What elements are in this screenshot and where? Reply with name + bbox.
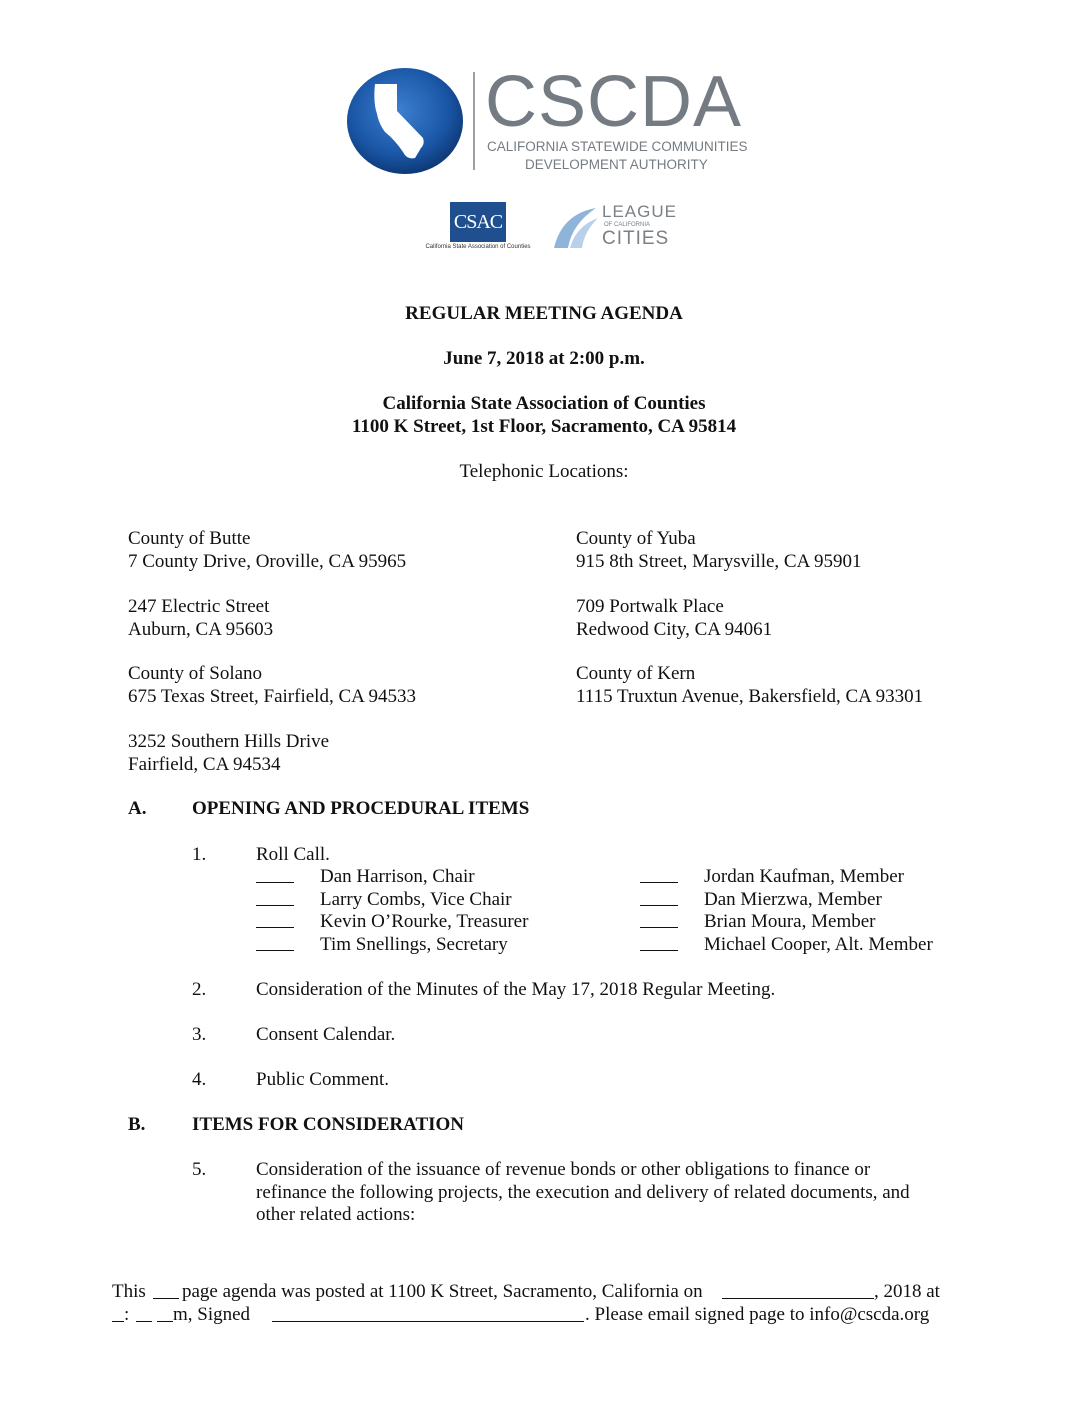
section-a-letter: A. — [128, 798, 147, 819]
member-name: Kevin O’Rourke, Treasurer — [320, 911, 529, 932]
attendance-blank[interactable] — [640, 911, 678, 928]
footer-text: m, Signed — [173, 1304, 251, 1325]
page-count-blank[interactable] — [153, 1282, 179, 1299]
member-name: Dan Mierzwa, Member — [704, 889, 882, 910]
logo-divider — [473, 72, 475, 170]
signature-blank[interactable] — [272, 1305, 584, 1322]
csac-mark — [450, 202, 506, 242]
roll-call-num: 1. — [192, 844, 207, 865]
ampm-blank[interactable] — [157, 1305, 173, 1322]
location-line: County of Butte — [128, 528, 251, 549]
location-line: County of Kern — [576, 663, 696, 684]
member-name: Dan Harrison, Chair — [320, 866, 475, 887]
league-wave-icon — [552, 204, 600, 248]
agenda-item-text: Consent Calendar. — [256, 1024, 396, 1045]
location-line: 247 Electric Street — [128, 596, 270, 617]
attendance-blank[interactable] — [640, 866, 678, 883]
agenda-item-num: 3. — [192, 1024, 207, 1045]
league-text-small: OF CALIFORNIA — [604, 222, 651, 228]
attendance-blank[interactable] — [256, 889, 294, 906]
location-line: 1115 Truxtun Avenue, Bakersfield, CA 93301 — [576, 686, 924, 707]
footer-text: , 2018 at — [874, 1281, 940, 1302]
attendance-blank[interactable] — [640, 934, 678, 951]
league-text-2: CITIES — [602, 228, 670, 249]
agenda-item-text: refinance the following projects, the execution and delivery of related documents, and — [256, 1182, 910, 1203]
location-line: Auburn, CA 95603 — [128, 619, 274, 640]
location-line: Redwood City, CA 94061 — [576, 619, 773, 640]
agenda-item-num: 4. — [192, 1069, 207, 1090]
posting-footer — [112, 1280, 962, 1330]
agenda-title: REGULAR MEETING AGENDA — [405, 303, 683, 324]
league-logo — [552, 204, 682, 250]
attendance-blank[interactable] — [256, 866, 294, 883]
member-name: Larry Combs, Vice Chair — [320, 889, 512, 910]
hour-blank[interactable] — [112, 1305, 124, 1322]
agenda-item-text: Consideration of the Minutes of the May 17, 2018 Regular Meeting. — [256, 979, 776, 1000]
attendance-blank[interactable] — [256, 911, 294, 928]
section-b-letter: B. — [128, 1114, 146, 1135]
member-name: Brian Moura, Member — [704, 911, 876, 932]
cscda-subtitle-2: DEVELOPMENT AUTHORITY — [525, 157, 708, 172]
cscda-subtitle-1: CALIFORNIA STATEWIDE COMMUNITIES — [487, 139, 748, 154]
agenda-item-text: other related actions: — [256, 1204, 416, 1225]
location-line: 3252 Southern Hills Drive — [128, 731, 330, 752]
agenda-item-text: Public Comment. — [256, 1069, 389, 1090]
attendance-blank[interactable] — [640, 889, 678, 906]
member-name: Jordan Kaufman, Member — [704, 866, 904, 887]
league-text-1: LEAGUE — [602, 202, 677, 221]
cscda-logo — [345, 62, 748, 176]
footer-text: This — [112, 1281, 146, 1302]
agenda-item-text: Consideration of the issuance of revenue bonds or other obligations to finance or — [256, 1159, 871, 1180]
csac-logo — [418, 200, 538, 256]
telephonic-heading: Telephonic Locations: — [459, 461, 629, 482]
location-line: 709 Portwalk Place — [576, 596, 724, 617]
section-b-title: ITEMS FOR CONSIDERATION — [192, 1114, 465, 1135]
footer-text: page agenda was posted at 1100 K Street, Sacramento, California on — [182, 1281, 703, 1302]
cscda-wordmark: CSCDA — [485, 62, 743, 142]
section-a-title: OPENING AND PROCEDURAL ITEMS — [192, 798, 530, 819]
venue-name: California State Association of Counties — [382, 393, 706, 414]
agenda-item-num: 2. — [192, 979, 207, 1000]
attendance-blank[interactable] — [256, 934, 294, 951]
location-line: County of Solano — [128, 663, 263, 684]
member-name: Tim Snellings, Secretary — [320, 934, 508, 955]
location-line: Fairfield, CA 94534 — [128, 754, 281, 775]
csac-caption: California State Association of Counties — [425, 244, 531, 250]
location-line: 7 County Drive, Oroville, CA 95965 — [128, 551, 407, 572]
location-line: 675 Texas Street, Fairfield, CA 94533 — [128, 686, 417, 707]
agenda-item-num: 5. — [192, 1159, 207, 1180]
csac-mark-text: CSAC — [453, 211, 503, 233]
footer-text: : — [124, 1304, 130, 1325]
date-blank[interactable] — [722, 1282, 874, 1299]
member-name: Michael Cooper, Alt. Member — [704, 934, 933, 955]
meeting-datetime: June 7, 2018 at 2:00 p.m. — [443, 348, 645, 369]
minute-blank[interactable] — [136, 1305, 152, 1322]
location-line: 915 8th Street, Marysville, CA 95901 — [576, 551, 862, 572]
venue-address: 1100 K Street, 1st Floor, Sacramento, CA 95814 — [351, 416, 737, 437]
footer-text: . Please email signed page to info@cscda.org — [585, 1304, 930, 1325]
california-globe-icon — [345, 66, 465, 176]
roll-call-label: Roll Call. — [256, 844, 330, 865]
location-line: County of Yuba — [576, 528, 696, 549]
